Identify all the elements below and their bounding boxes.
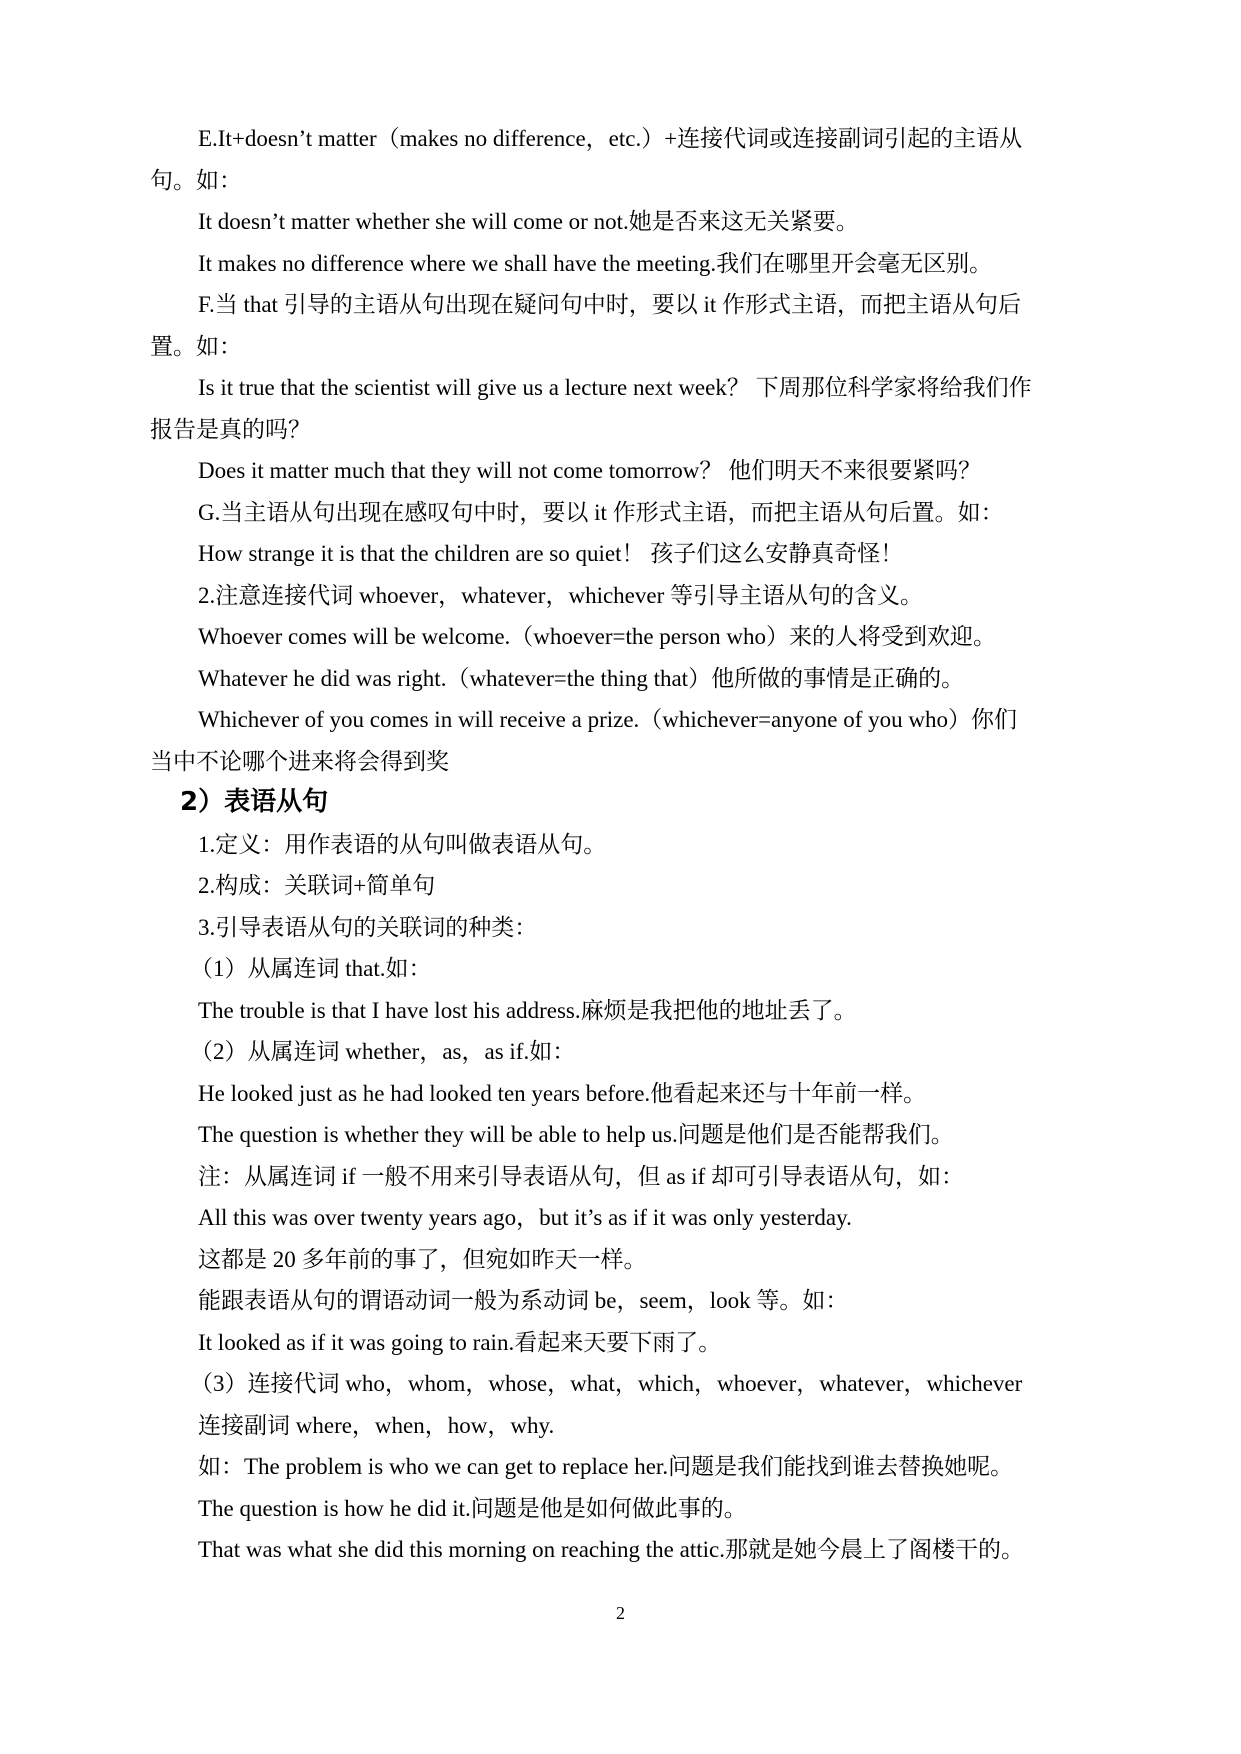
example-sentence: It makes no difference where we shall have the meeting.我们在哪里开会毫无区别。 xyxy=(198,250,993,276)
text-line: 报告是真的吗？ xyxy=(150,416,311,442)
example-sentence: Does it matter much that they will not come tomorrow？ 他们明天不来很要紧吗？ xyxy=(198,458,982,483)
example-sentence: He looked just as he had looked ten years before.他看起来还与十年前一样。 xyxy=(198,1080,927,1106)
text-line: （1）从属连词 that.如： xyxy=(190,956,432,981)
example-sentence: 如：The problem is who we can get to replace her.问题是我们能找到谁去替换她呢。 xyxy=(198,1454,1014,1479)
text-line: 3.引导表语从句的关联词的种类： xyxy=(198,914,538,940)
text-line: E.It+doesn’t matter（makes no difference，etc.）+连接代词或连接副词引起的主语从 xyxy=(198,126,1023,151)
text-line: 2.构成：关联词+简单句 xyxy=(198,873,436,898)
example-sentence: Whichever of you comes in will receive a prize.（whichever=anyone of you who）你们 xyxy=(198,707,1017,732)
example-sentence: All this was over twenty years ago，but it’s as if it was only yesterday. xyxy=(198,1205,852,1230)
text-line: 这都是 20 多年前的事了，但宛如昨天一样。 xyxy=(198,1246,647,1272)
page-number: 2 xyxy=(616,1603,625,1623)
example-sentence: The question is how he did it.问题是他是如何做此事的。 xyxy=(198,1495,747,1521)
text-line: 句。如： xyxy=(150,167,242,193)
text-line: F.当 that 引导的主语从句出现在疑问句中时，要以 it 作形式主语，而把主语从句后 xyxy=(198,292,1021,317)
example-sentence: The trouble is that I have lost his address.麻烦是我把他的地址丢了。 xyxy=(198,997,857,1023)
text-line: 连接副词 where，when，how，why. xyxy=(198,1412,555,1438)
example-sentence: The question is whether they will be able to help us.问题是他们是否能帮我们。 xyxy=(198,1122,954,1147)
section-heading: 2）表语从句 xyxy=(180,787,329,817)
example-sentence: Whoever comes will be welcome.（whoever=the person who）来的人将受到欢迎。 xyxy=(198,624,996,649)
example-sentence: How strange it is that the children are so quiet！ 孩子们这么安静真奇怪！ xyxy=(198,541,904,566)
text-line: G.当主语从句出现在感叹句中时，要以 it 作形式主语，而把主语从句后置。如： xyxy=(198,499,1004,525)
text-line: 2.注意连接代词 whoever，whatever，whichever 等引导主语从句的含义。 xyxy=(198,582,924,608)
text-line: （2）从属连词 whether，as，as if.如： xyxy=(190,1039,576,1064)
example-sentence: Is it true that the scientist will give us a lecture next week？ 下周那位科学家将给我们作 xyxy=(198,375,1032,400)
text-line: 置。如： xyxy=(150,333,242,359)
example-sentence: That was what she did this morning on reaching the attic.那就是她今晨上了阁楼干的。 xyxy=(198,1537,1024,1562)
page-content xyxy=(150,118,1110,1571)
text-line: 能跟表语从句的谓语动词一般为系动词 be，seem，look 等。如： xyxy=(198,1288,849,1313)
text-line: 1.定义：用作表语的从句叫做表语从句。 xyxy=(198,831,607,857)
example-sentence: It doesn’t matter whether she will come or not.她是否来这无关紧要。 xyxy=(198,209,859,234)
text-line: 当中不论哪个进来将会得到奖 xyxy=(150,748,449,774)
example-sentence: It looked as if it was going to rain.看起来天要下雨了。 xyxy=(198,1329,722,1355)
text-line: （3）连接代词 who，whom，whose，what，which，whoever，whatever，whichever xyxy=(190,1371,1023,1396)
example-sentence: Whatever he did was right.（whatever=the thing that）他所做的事情是正确的。 xyxy=(198,665,965,691)
text-line: 注：从属连词 if 一般不用来引导表语从句，但 as if 却可引导表语从句，如： xyxy=(198,1163,965,1189)
